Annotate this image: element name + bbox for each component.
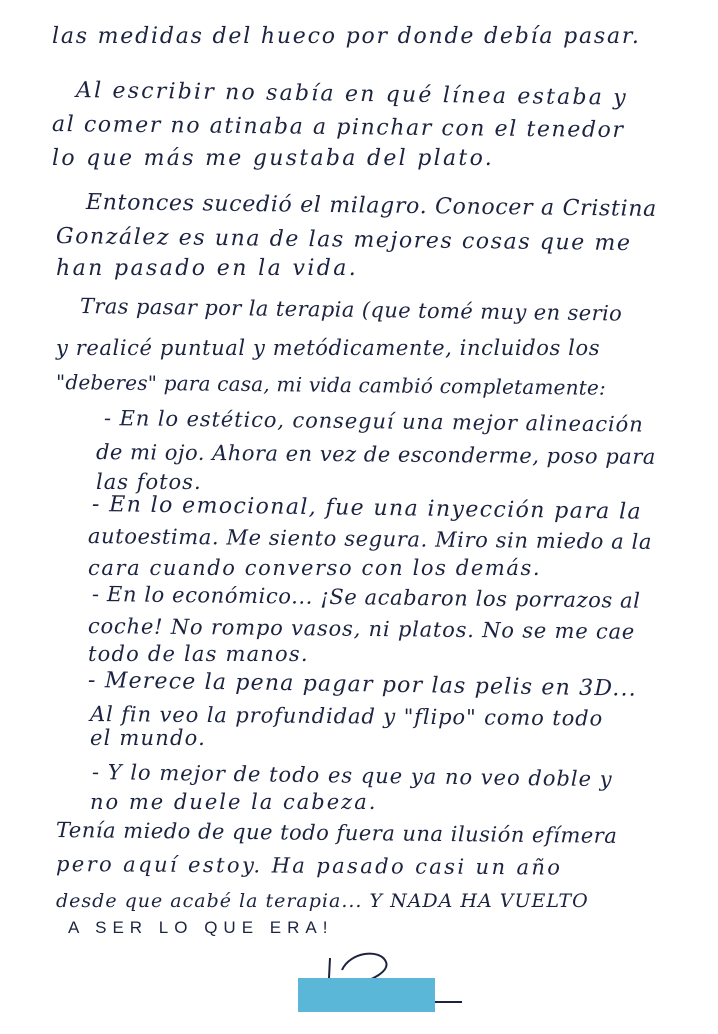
letter-line: González es una de las mejores cosas que me xyxy=(55,224,632,257)
letter-line: pero aquí estoy. Ha pasado casi un año xyxy=(55,852,563,880)
letter-line: no me duele la cabeza. xyxy=(90,790,378,814)
letter-line: autoestima. Me siento segura. Miro sin miedo a la xyxy=(87,524,653,554)
letter-line: Al escribir no sabía en qué línea estaba y xyxy=(75,78,629,111)
letter-line: el mundo. xyxy=(90,726,206,750)
letter-line: Al fin veo la profundidad y "flipo" como todo xyxy=(89,702,604,731)
letter-line: lo que más me gustaba del plato. xyxy=(52,146,495,171)
letter-line: - Merece la pena pagar por las pelis en 3D... xyxy=(87,668,638,702)
letter-line: las fotos. xyxy=(96,470,202,494)
letter-line: - En lo económico... ¡Se acabaron los porrazos al xyxy=(91,582,641,613)
letter-line: - En lo emocional, fue una inyección para la xyxy=(91,492,643,525)
letter-line: desde que acabé la terapia... Y NADA HA VUELTO xyxy=(56,890,589,912)
letter-line: cara cuando converso con los demás. xyxy=(88,556,542,580)
letter-line: Tenía miedo de que todo fuera una ilusión efímera xyxy=(55,818,618,848)
letter-line: A SER LO QUE ERA! xyxy=(68,918,334,937)
letter-line: Tras pasar por la terapia (que tomé muy en serio xyxy=(79,294,623,326)
letter-line: - Y lo mejor de todo es que ya no veo doble y xyxy=(91,760,613,792)
letter-line: han pasado en la vida. xyxy=(56,256,359,281)
letter-line: las medidas del hueco por donde debía pasar. xyxy=(52,24,641,49)
letter-line: "deberes" para casa, mi vida cambió completamente: xyxy=(55,370,607,400)
letter-line: todo de las manos. xyxy=(88,642,309,666)
letter-line: de mi ojo. Ahora en vez de esconderme, poso para xyxy=(95,440,656,469)
letter-line: Entonces sucedió el milagro. Conocer a Cristina xyxy=(85,190,658,222)
letter-line: coche! No rompo vasos, ni platos. No se me cae xyxy=(87,614,636,644)
letter-line: - En lo estético, conseguí una mejor alineación xyxy=(103,406,644,437)
letter-line: y realicé puntual y metódicamente, incluidos los xyxy=(56,336,601,360)
signature-redaction-box xyxy=(298,978,435,1012)
letter-line: al comer no atinaba a pinchar con el tenedor xyxy=(51,112,625,143)
